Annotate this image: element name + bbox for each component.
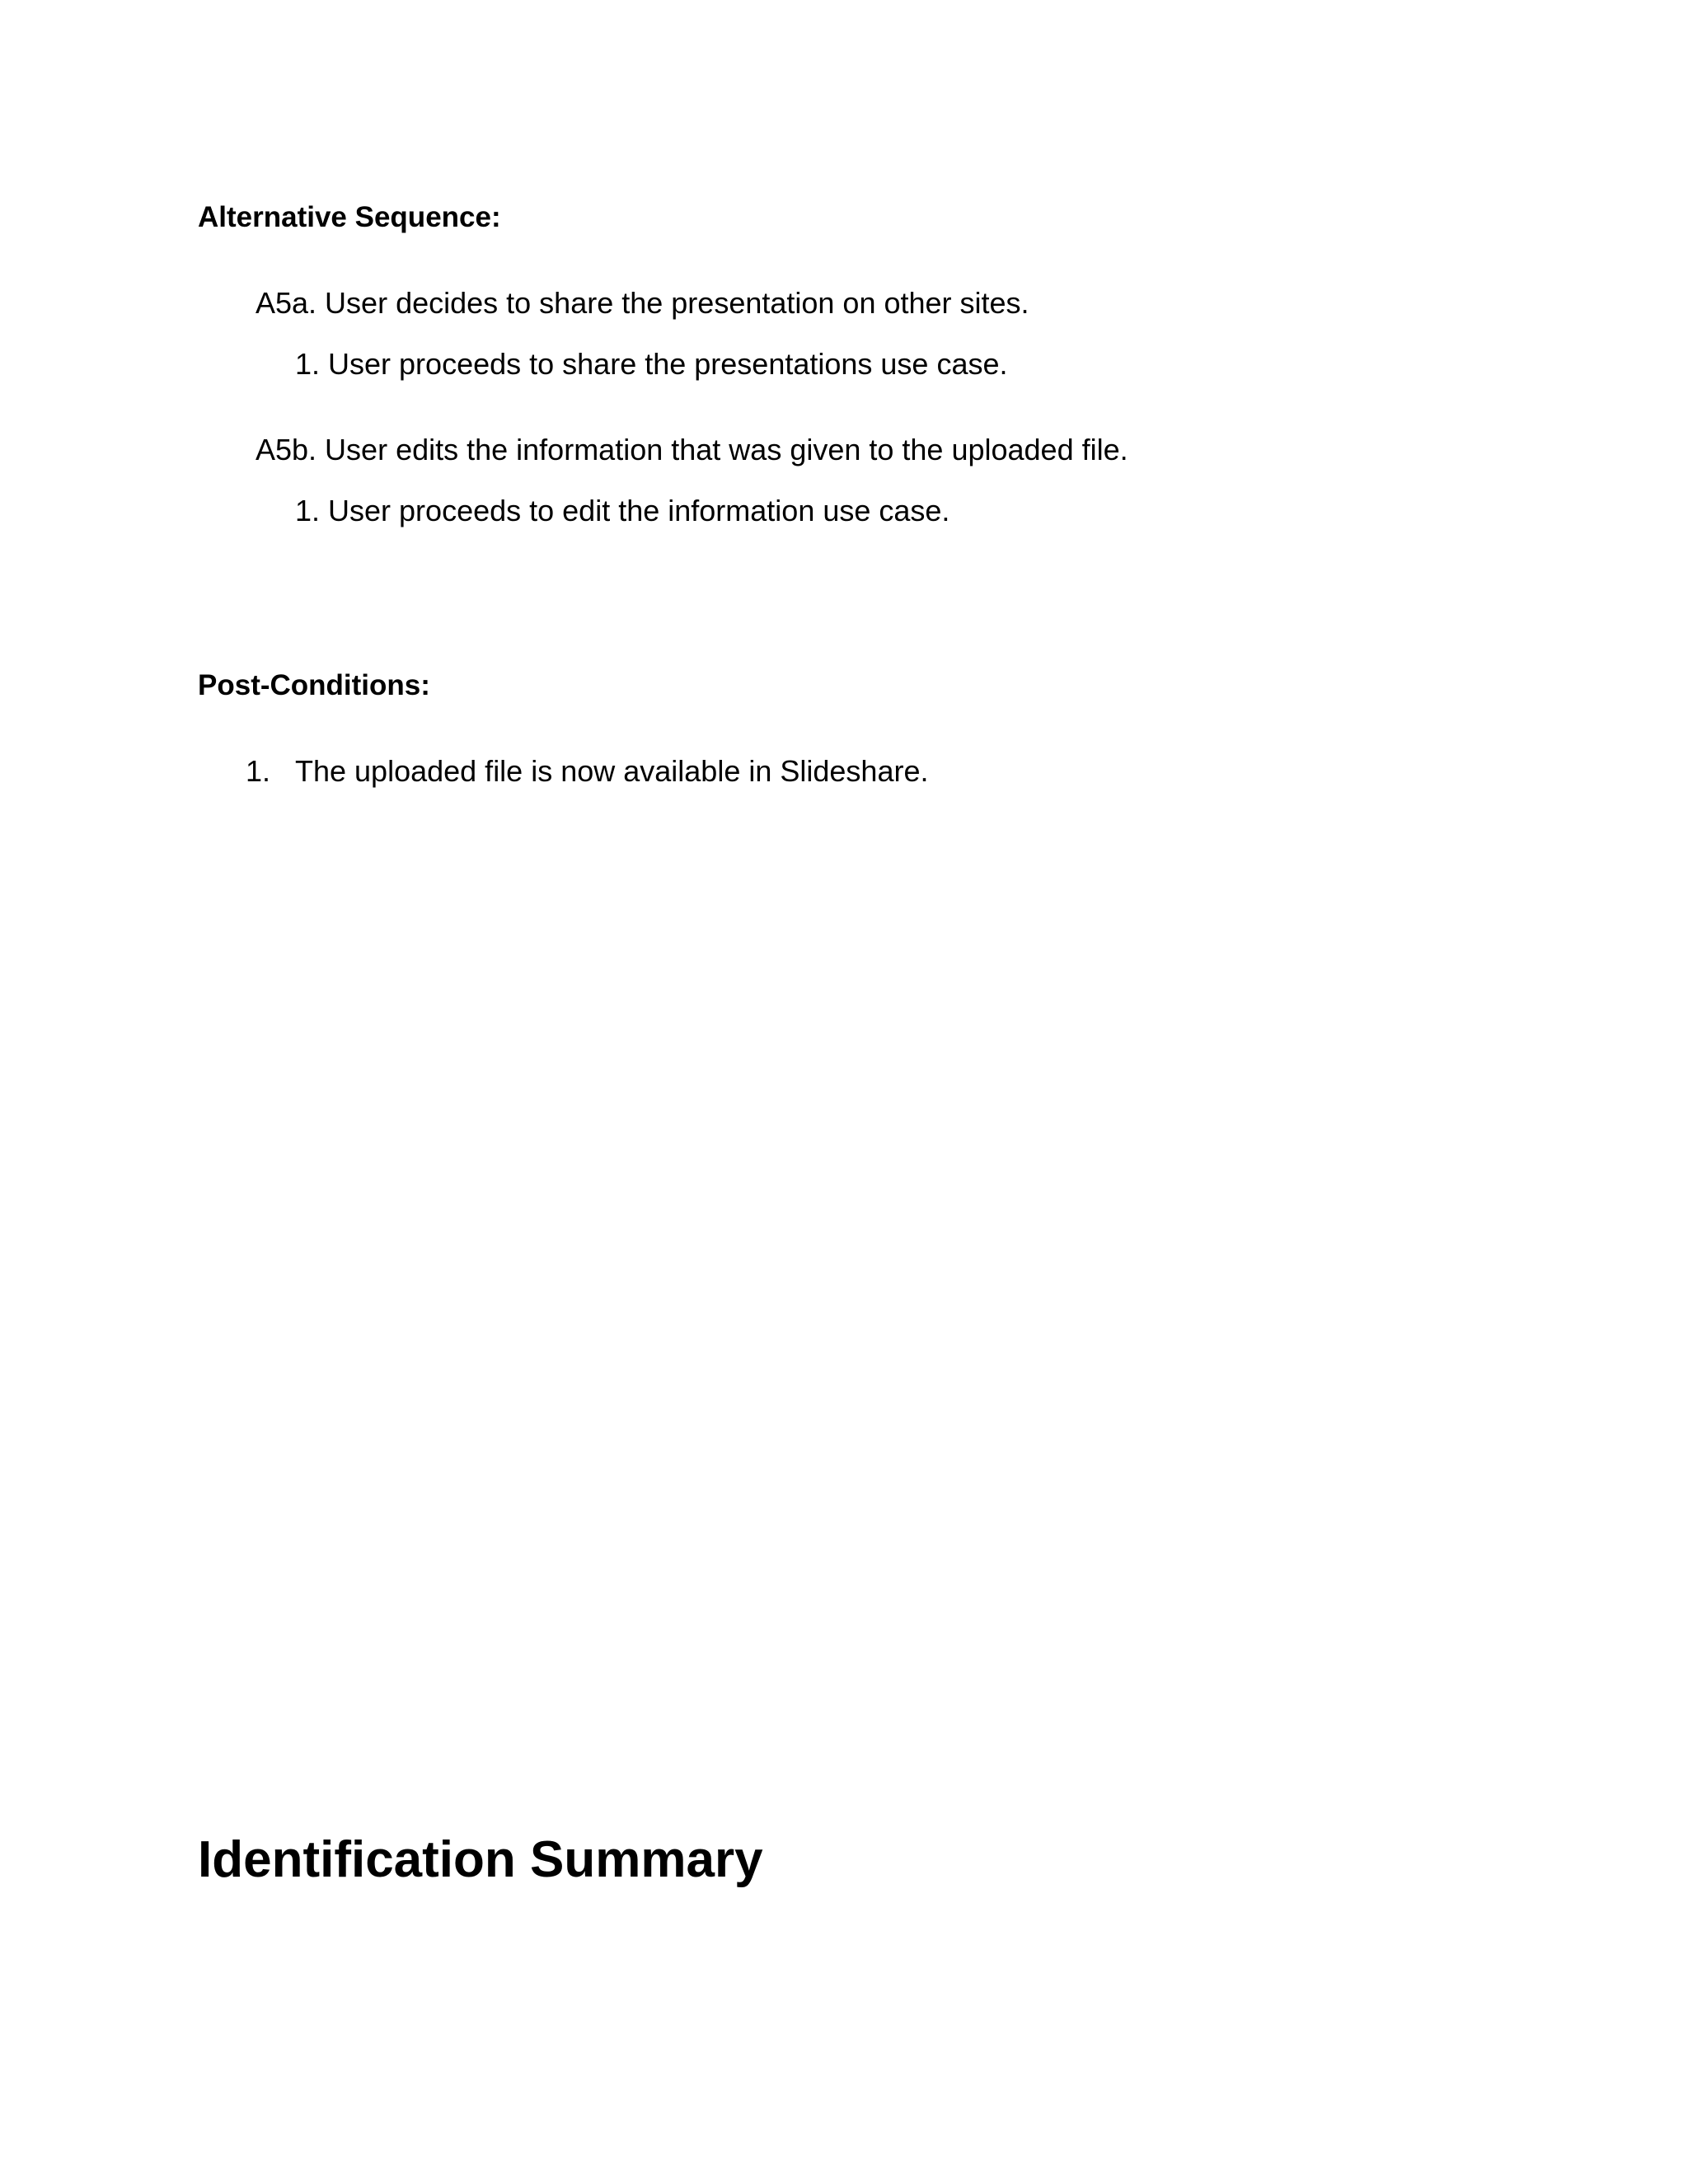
identification-summary-heading: Identification Summary (198, 1831, 763, 1888)
alt-item-a5b-substep: 1. User proceeds to edit the information use case. (295, 494, 950, 527)
list-item-text: The uploaded file is now available in Slideshare. (295, 754, 929, 788)
list-item-number: 1. (246, 754, 271, 788)
post-conditions-heading: Post-Conditions: (198, 669, 430, 701)
alternative-sequence-heading: Alternative Sequence: (198, 201, 501, 233)
alt-item-a5a-substep: 1. User proceeds to share the presentations use case. (295, 347, 1008, 381)
alt-item-a5b: A5b. User edits the information that was given to the uploaded file. (256, 433, 1128, 466)
alt-item-a5a: A5a. User decides to share the presentation on other sites. (256, 286, 1029, 320)
